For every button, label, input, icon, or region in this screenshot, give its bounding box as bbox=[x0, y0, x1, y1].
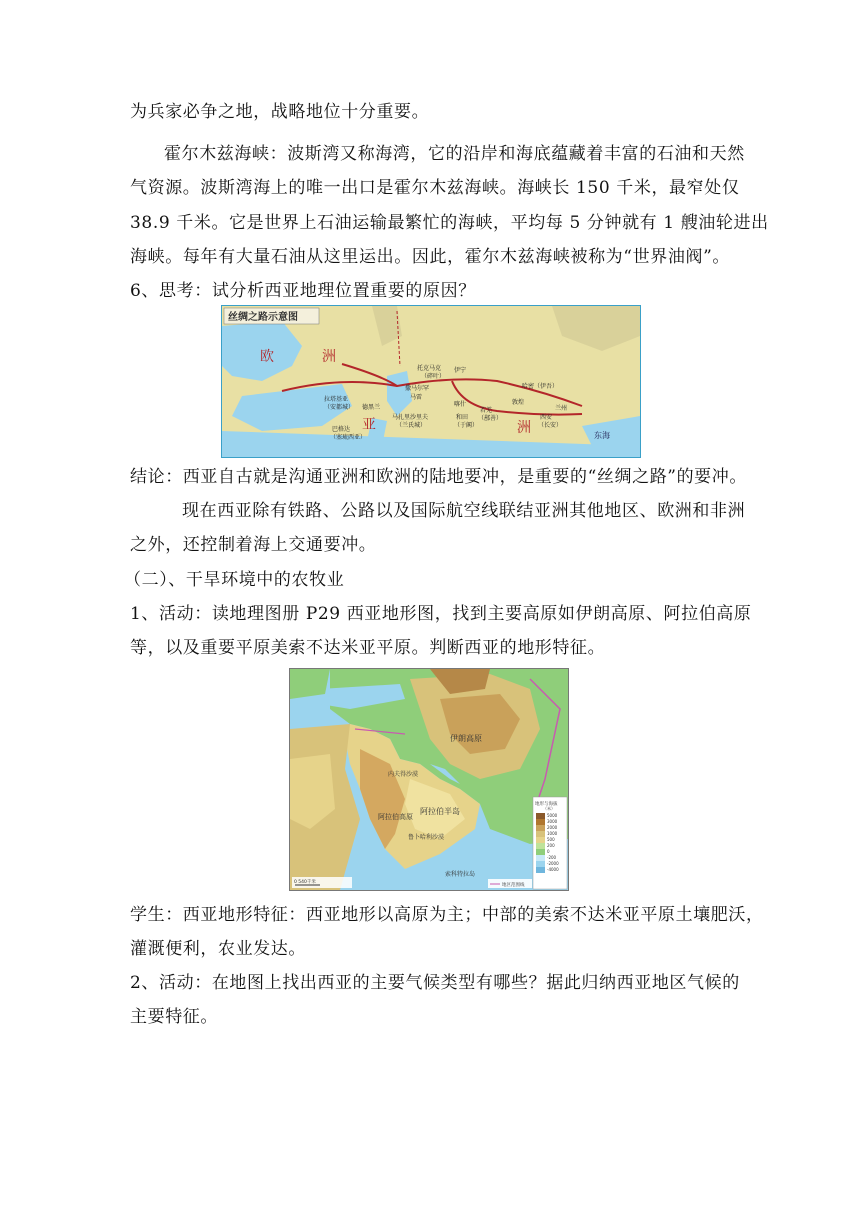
legend-value: 0 bbox=[547, 849, 550, 854]
legend-unit: （米） bbox=[543, 806, 555, 811]
place-label: 若羌 bbox=[480, 407, 493, 414]
place-label: 伊宁 bbox=[454, 367, 467, 374]
west-asia-terrain-map bbox=[289, 668, 569, 891]
place-label: 兰州 bbox=[555, 405, 568, 412]
legend-title: 地形与海拔 bbox=[535, 802, 558, 807]
paragraph-line: 现在西亚除有铁路、公路以及国际航空线联结亚洲其他地区、欧洲和非洲 bbox=[182, 501, 746, 521]
paragraph-line: 2、活动：在地图上找出西亚的主要气候类型有哪些？据此归纳西亚地区气候的 bbox=[130, 973, 740, 993]
paragraph-line: 气资源。波斯湾海上的唯一出口是霍尔木兹海峡。海峡长 150 千米，最窄处仅 bbox=[130, 178, 740, 198]
place-label: （兰氏城） bbox=[396, 422, 427, 429]
silk-road-map bbox=[221, 305, 641, 458]
place-label: （安都城） bbox=[324, 404, 355, 411]
paragraph-line: 灌溉便利，农业发达。 bbox=[130, 939, 306, 959]
terrain-label: 索科特拉岛 bbox=[445, 871, 476, 878]
place-label: 哈密（伊吾） bbox=[522, 383, 559, 390]
terrain-label: 鲁卜哈利沙漠 bbox=[408, 834, 445, 841]
place-label: 和田 bbox=[456, 414, 469, 421]
legend-value: 500 bbox=[547, 837, 555, 842]
legend-value: 1000 bbox=[547, 831, 558, 836]
place-label: （长安） bbox=[538, 422, 563, 429]
place-label: 喀什 bbox=[454, 401, 467, 408]
region-label: 欧 bbox=[260, 349, 274, 365]
region-label: 洲 bbox=[322, 349, 336, 365]
region-label: 洲 bbox=[517, 420, 531, 436]
terrain-label: 伊朗高原 bbox=[450, 734, 482, 743]
place-label: 拉塔基亚 bbox=[324, 396, 349, 403]
paragraph-line: 38.9 千米。它是世界上石油运输最繁忙的海峡，平均每 5 分钟就有 1 艘油轮进出 bbox=[130, 213, 769, 233]
region-label: 亚 bbox=[362, 417, 376, 433]
legend-value: 5000 bbox=[547, 813, 558, 818]
terrain-label: 阿拉伯半岛 bbox=[420, 807, 460, 816]
place-label: 西安 bbox=[540, 414, 553, 421]
place-label: （塞琉西亚） bbox=[330, 434, 367, 441]
legend-value: -4000 bbox=[547, 867, 559, 872]
map-title: 丝绸之路示意图 bbox=[228, 312, 298, 323]
legend-value: 200 bbox=[547, 843, 555, 848]
question-heading: 6、思考：试分析西亚地理位置重要的原因？ bbox=[130, 281, 476, 301]
place-label: （于阗） bbox=[454, 422, 479, 429]
paragraph-line: 海峡。每年有大量石油从这里运出。因此，霍尔木兹海峡被称为“世界油阀”。 bbox=[130, 247, 730, 267]
paragraph-line: 霍尔木兹海峡：波斯湾又称海湾，它的沿岸和海底蕴藏着丰富的石油和天然 bbox=[164, 144, 745, 164]
paragraph-line: 1、活动：读地理图册 P29 西亚地形图，找到主要高原如伊朗高原、阿拉伯高原 bbox=[130, 604, 752, 624]
terrain-label: 内夫得沙漠 bbox=[388, 771, 419, 778]
scale-bar: 0 540千米 bbox=[294, 880, 316, 885]
boundary-legend: 地区范围线 bbox=[502, 883, 525, 888]
place-label: 巴格达 bbox=[332, 426, 351, 433]
legend-value: 2000 bbox=[547, 825, 558, 830]
place-label: 托克马克 bbox=[417, 365, 442, 372]
place-label: （碎叶） bbox=[421, 373, 446, 380]
paragraph-line: 之外，还控制着海上交通要冲。 bbox=[130, 535, 377, 555]
paragraph-line: 主要特征。 bbox=[130, 1007, 218, 1027]
place-label: （鄯善） bbox=[478, 415, 503, 422]
conclusion-text: 结论：西亚自古就是沟通亚洲和欧洲的陆地要冲，是重要的“丝绸之路”的要冲。 bbox=[130, 467, 747, 487]
legend-value: 3000 bbox=[547, 819, 558, 824]
terrain-label: 阿拉伯高原 bbox=[378, 813, 413, 821]
place-label: 德黑兰 bbox=[362, 404, 381, 411]
place-label: 敦煌 bbox=[512, 399, 525, 406]
silk-road-map-graphic bbox=[222, 306, 640, 457]
section-heading: （二）、干旱环境中的农牧业 bbox=[124, 570, 345, 590]
place-label: 马雷 bbox=[410, 394, 423, 401]
place-label: 撒马尔罕 bbox=[405, 385, 430, 392]
paragraph-line: 等，以及重要平原美索不达米亚平原。判断西亚的地形特征。 bbox=[130, 638, 606, 658]
sea-label: 东海 bbox=[594, 431, 610, 440]
legend-value: -200 bbox=[547, 855, 557, 860]
paragraph-line: 学生：西亚地形特征：西亚地形以高原为主；中部的美索不达米亚平原土壤肥沃， bbox=[130, 905, 764, 925]
place-label: 马扎里沙里夫 bbox=[392, 414, 429, 421]
terrain-map-graphic bbox=[290, 669, 568, 890]
legend-value: -2000 bbox=[547, 861, 559, 866]
paragraph-line: 为兵家必争之地，战略地位十分重要。 bbox=[130, 102, 430, 122]
